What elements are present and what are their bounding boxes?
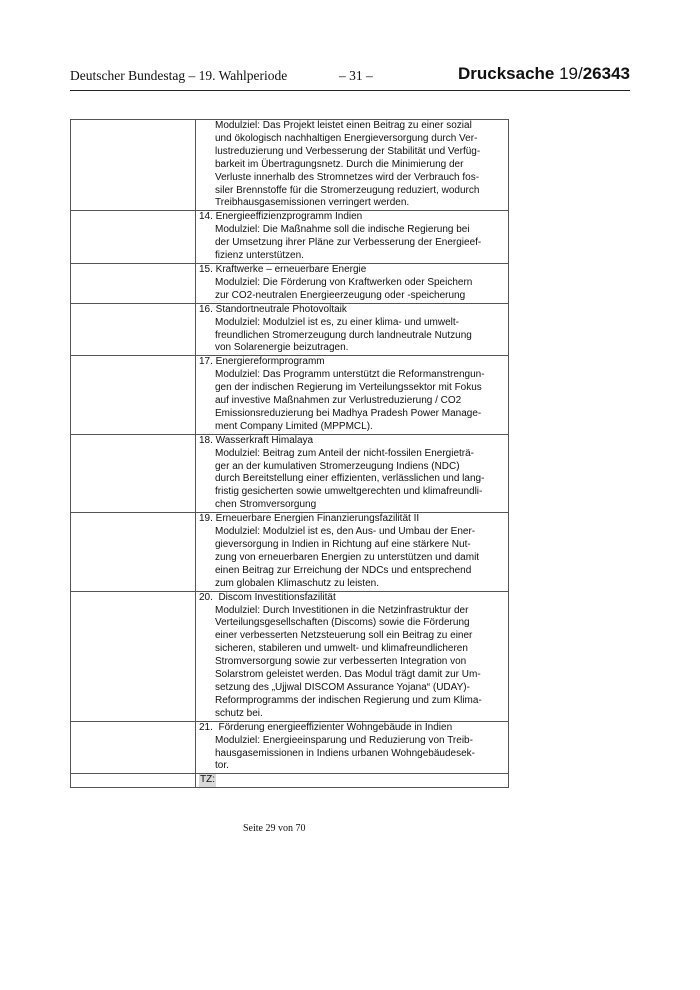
empty-left-cell <box>71 774 196 788</box>
page-footer: Seite 29 von 70 <box>243 823 306 834</box>
module-title: 16. Standortneutrale Photovoltaik <box>199 303 347 315</box>
drucksache-label: Drucksache <box>457 64 555 83</box>
table-row <box>71 434 509 512</box>
module-cell <box>196 513 509 591</box>
empty-left-cell <box>71 721 196 774</box>
module-title: 15. Kraftwerke – erneuerbare Energie <box>199 263 367 275</box>
empty-left-cell <box>71 120 196 211</box>
empty-left-cell <box>71 434 196 512</box>
empty-left-cell <box>71 591 196 721</box>
drucksache-period: 19/ <box>554 64 583 83</box>
module-description: Modulziel: Energieeinsparung und Reduzierung von Treib- hausgasemissionen in Indiens urbanen Wohngebäudesek- tor. <box>215 734 475 772</box>
empty-left-cell <box>71 513 196 591</box>
module-title: 17. Energiereformprogramm <box>199 356 325 368</box>
module-cell <box>196 303 509 356</box>
module-description: Modulziel: Modulziel ist es, zu einer klima- und umwelt- freundlichen Stromerzeugung durch landneutrale Nutzung von Solarenergie beizutragen. <box>215 316 472 354</box>
module-cell <box>196 591 509 721</box>
module-title: 18. Wasserkraft Himalaya <box>199 434 314 446</box>
module-description: Modulziel: Das Programm unterstützt die Reformanstrengun- gen der indischen Regierung im Verteilungssektor mit Fokus auf investive Maßnahmen zur Verlustreduzierung / CO2 Emissionsreduzierung bei Madhya Pradesh Power Manage- ment Company Limited (MPPMCL). <box>215 369 485 432</box>
table-row <box>71 211 509 264</box>
module-cell <box>196 356 509 434</box>
page-header <box>70 66 630 91</box>
table-row <box>71 263 509 303</box>
drucksache-number: 26343 <box>582 64 630 83</box>
module-title: 19. Erneuerbare Energien Finanzierungsfazilität II <box>199 513 420 525</box>
header-page-number: – 31 – <box>339 68 373 83</box>
table-row <box>71 721 509 774</box>
tz-cell <box>196 774 509 788</box>
empty-left-cell <box>71 356 196 434</box>
empty-left-cell <box>71 211 196 264</box>
tz-label: TZ: <box>200 774 215 786</box>
module-description: Modulziel: Die Förderung von Kraftwerken oder Speichern zur CO2-neutralen Energieerzeugung oder -speicherung <box>215 276 473 301</box>
table-row <box>71 591 509 721</box>
module-description: Modulziel: Beitrag zum Anteil der nicht-fossilen Energieträ- ger an der kumulativen Stromerzeugung Indiens (NDC) durch Bereitstellung einer effizienten, verlässlichen und lang- fristig gesicherten sowie umweltgerechten und klimafreundli- chen Stromversorgung <box>215 447 485 511</box>
empty-left-cell <box>71 303 196 356</box>
module-title: 20. Discom Investitionsfazilität <box>199 591 336 603</box>
module-description: Modulziel: Die Maßnahme soll die indische Regierung bei der Umsetzung ihrer Pläne zur Verbesserung der Energieef- fizienz unterstützen. <box>215 224 482 262</box>
module-cell <box>196 211 509 264</box>
module-table <box>70 119 509 788</box>
module-cell <box>196 721 509 774</box>
module-title: 14. Energieeffizienzprogramm Indien <box>199 211 363 223</box>
module-cell <box>196 434 509 512</box>
module-cell <box>196 120 509 211</box>
module-title: 21. Förderung energieeffizienter Wohngebäude in Indien <box>199 721 453 733</box>
table-row <box>71 120 509 211</box>
module-description: Modulziel: Modulziel ist es, den Aus- und Umbau der Ener- gieversorgung in Indien in Richtung auf eine stärkere Nut- zung von erneuerbaren Energien zu unterstützen und damit einen Beitrag zur Erreichung der NDCs und entsprechend zum globalen Klimaschutz zu leisten. <box>215 526 480 589</box>
module-description: Modulziel: Das Projekt leistet einen Beitrag zu einer sozial und ökologisch nachhaltigen Energieversorgung durch Ver- lustreduzierung und Verbesserung der Stabilität und Verfüg- barkeit im Übertragungsnetz. Durch die Minimierung der Verluste innerhalb des Stromnetzes wird der Verbrauch fos- siler Brennstoffe für die Stromerzeugung reduziert, wodurch Treibhausgasemissionen verringert werden. <box>215 120 481 209</box>
module-cell <box>196 263 509 303</box>
table-row <box>71 303 509 356</box>
header-drucksache <box>458 64 630 84</box>
table-row <box>71 356 509 434</box>
empty-left-cell <box>71 263 196 303</box>
module-description: Modulziel: Durch Investitionen in die Netzinfrastruktur der Verteilungsgesellschaften (Discoms) sowie die Förderung einer verbesserten Netzsteuerung soll ein Beitrag zu einer sicheren, stabileren und umwelt- und klimafreundlicheren Stromversorgung sowie zur verbesserten Integration von Solarstrom geleistet werden. Das Modul trägt damit zur Um- setzung des „Ujjwal DISCOM Assurance Yojana“ (UDAY)- Reformprogramms der indischen Regierung und zum Klima- schutz bei. <box>215 604 482 719</box>
header-publication: Deutscher Bundestag – 19. Wahlperiode <box>70 68 288 83</box>
table-row <box>71 513 509 591</box>
table-row <box>71 774 509 788</box>
